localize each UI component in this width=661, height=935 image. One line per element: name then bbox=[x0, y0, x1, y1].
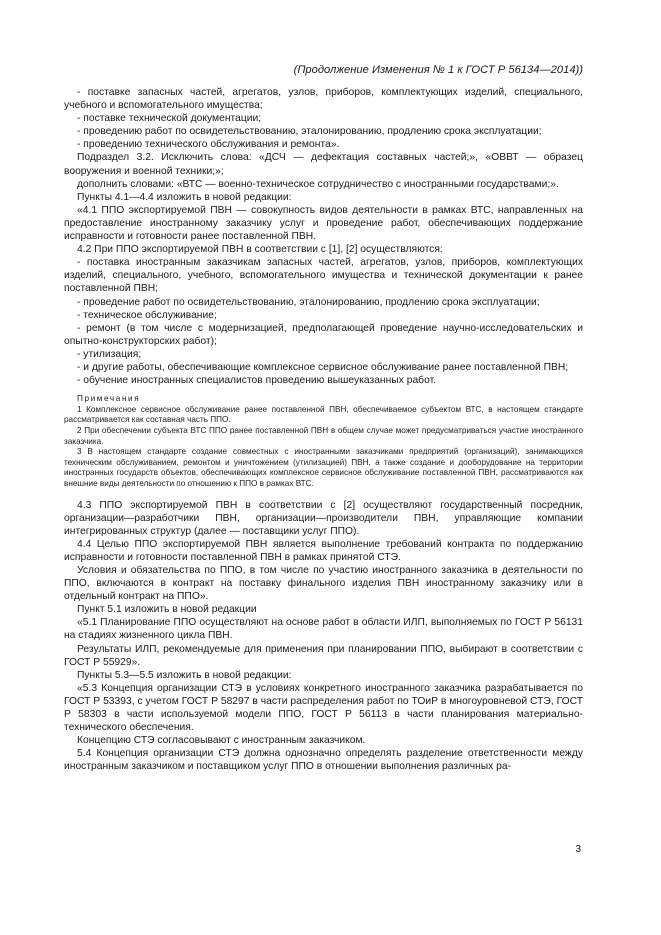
paragraph: - утилизация; bbox=[77, 348, 142, 360]
paragraph: 5.4 Концепция организации СТЭ должна однозначно определять разделение ответственности между иностранным заказчиком и поставщиком услуг ППО в отношении выполнения различных ра- bbox=[64, 748, 583, 773]
paragraph: Результаты ИЛП, рекомендуемые для применения при планировании ППО, выбирают в соответствии с ГОСТ Р 55929». bbox=[64, 643, 583, 668]
paragraph: - обучение иностранных специалистов проведению вышеуказанных работ. bbox=[77, 375, 437, 387]
paragraph: Пункты 5.3—5.5 изложить в новой редакции: bbox=[77, 669, 292, 681]
paragraph: Подраздел 3.2. Исключить слова: «ДСЧ — дефектация составных частей;», «ОВВТ — образец вооружения и военной техники;»; bbox=[64, 152, 583, 177]
paragraph: Концепцию СТЭ согласовывают с иностранным заказчиком. bbox=[77, 735, 366, 747]
paragraph: 4.3 ППО экспортируемой ПВН в соответствии с [2] осуществляют государственный посредник, организации—разработчики ПВН, организации—производители ПВН, управляющие компании интегрированных структур (далее — поставщики услуг ППО). bbox=[64, 499, 583, 537]
paragraph: - проведение работ по освидетельствованию, эталонированию, продлению срока эксплуатации; bbox=[77, 296, 540, 308]
paragraph: - поставке запасных частей, агрегатов, узлов, приборов, комплектующих изделий, специального, учебного и вспомогательного имущества; bbox=[64, 87, 583, 112]
paragraph: - техническое обслуживание; bbox=[77, 309, 217, 321]
paragraph: - и другие работы, обеспечивающие комплексное сервисное обслуживание ранее поставленной ПВН; bbox=[77, 361, 569, 373]
paragraph: Условия и обязательства по ППО, в том числе по участию иностранного заказчика в деятельности по ППО, включаются в контракт на поставку финального изделия ПВН иностранному заказчику или в отдельный контракт на ППО». bbox=[64, 564, 583, 603]
page-number: 3 bbox=[575, 844, 581, 855]
paragraph: - поставке технической документации; bbox=[77, 113, 262, 125]
notes-block bbox=[64, 394, 583, 489]
note-item: 3 В настоящем стандарте создание совместных с иностранными заказчиками предприятий (организаций), занимающихся техническим обслуживанием, ремонтом и уничтожением (утилизацией) ПВН, а также создание и дооборудование на территории иностранных государств объектов, обеспечивающих комплексное сервисное обслуживание поставленной ПВН, рассматриваются как внешние виды деятельности по отношению к ППО в рамках ВТС. bbox=[64, 447, 583, 488]
paragraph: - ремонт (в том числе с модернизацией, предполагающей проведение научно-исследовательских и опытно-конструкторских работ); bbox=[64, 322, 583, 347]
document-body bbox=[64, 86, 583, 773]
continuation-header: (Продолжение Изменения № 1 к ГОСТ Р 56134—2014)) bbox=[293, 64, 583, 76]
paragraph: «5.3 Концепция организации СТЭ в условиях конкретного иностранного заказчика разрабатывается по ГОСТ Р 53393, с учетом ГОСТ Р 58297 в части распределения работ по ТОиР в многоуровневой СТЭ, ГОСТ Р 58303 в части используемой модели ППО, ГОСТ Р 56113 в части планирования материально-технического обеспечения. bbox=[64, 682, 583, 734]
paragraph: «4.1 ППО экспортируемой ПВН — совокупность видов деятельности в рамках ВТС, направленных на предоставление иностранному заказчику услуг и проведение работ, обеспечивающих поддержание исправности и готовности ранее поставленной ПВН. bbox=[64, 204, 583, 243]
paragraph: 4.4 Целью ППО экспортируемой ПВН является выполнение требований контракта по поддержанию исправности и готовности поставленной ПВН в рамках принятой СТЭ. bbox=[64, 538, 583, 563]
paragraph: - поставка иностранным заказчикам запасных частей, агрегатов, узлов, приборов, комплектующих изделий, специального, учебного, вспомогательного имущества и технической документации к ранее поставленной ПВН; bbox=[64, 257, 583, 295]
paragraph: «5.1 Планирование ППО осуществляют на основе работ в области ИЛП, выполняемых по ГОСТ Р 56131 на стадиях жизненного цикла ПВН. bbox=[64, 617, 583, 642]
note-item: 1 Комплексное сервисное обслуживание ранее поставленной ПВН, обеспечиваемое субъектом ВТС, в настоящем стандарте рассматривается как составная часть ППО. bbox=[64, 404, 583, 425]
paragraph: Пункт 5.1 изложить в новой редакции bbox=[77, 604, 257, 616]
paragraph: 4.2 При ППО экспортируемой ПВН в соответствии с [1], [2] осуществляются: bbox=[77, 244, 443, 256]
notes-title: Примечания bbox=[77, 394, 141, 404]
paragraph: дополнить словами: «ВТС — военно-техническое сотрудничество с иностранными государствами;». bbox=[77, 178, 559, 190]
paragraph: Пункты 4.1—4.4 изложить в новой редакции: bbox=[77, 191, 292, 203]
paragraph: - проведению работ по освидетельствованию, эталонированию, продлению срока эксплуатации; bbox=[77, 126, 542, 138]
paragraph: - проведению технического обслуживания и ремонта». bbox=[77, 139, 340, 151]
note-item: 2 При обеспечении субъекта ВТС ППО ранее поставленной ПВН в общем случае может предусматриваться участие иностранного заказчика. bbox=[64, 425, 583, 446]
